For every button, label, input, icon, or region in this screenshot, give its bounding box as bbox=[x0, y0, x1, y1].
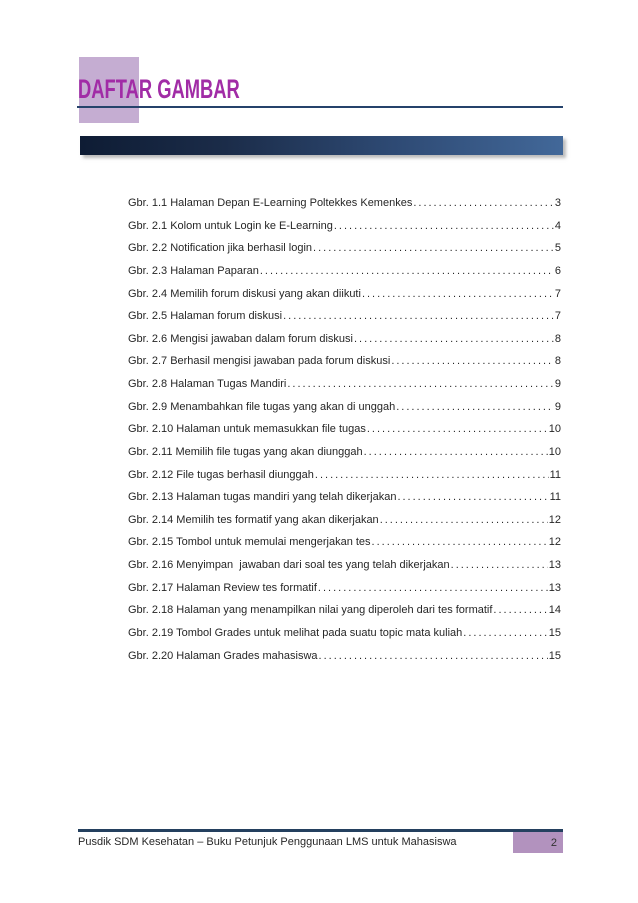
toc-entry-page: 9 bbox=[554, 378, 561, 390]
toc-entry bbox=[128, 577, 561, 600]
toc-dot-leader bbox=[315, 464, 549, 487]
toc-entry-label: Gbr. 2.9 Menambahkan file tugas yang akan di unggah bbox=[128, 400, 396, 413]
toc-entry bbox=[128, 260, 561, 283]
toc-dot-leader bbox=[334, 215, 554, 238]
toc-dot-leader bbox=[364, 441, 548, 464]
toc-entry bbox=[128, 486, 561, 509]
page-number-badge bbox=[513, 832, 563, 853]
toc-entry-page: 12 bbox=[548, 513, 561, 526]
footer-text: Pusdik SDM Kesehatan – Buku Petunjuk Penggunaan LMS untuk Mahasiswa bbox=[78, 836, 457, 848]
title-rule bbox=[77, 106, 563, 108]
toc-entry-page: 11 bbox=[549, 468, 561, 481]
toc-entry-page: 13 bbox=[548, 559, 561, 571]
toc-dot-leader bbox=[287, 373, 554, 396]
figure-list bbox=[128, 192, 561, 667]
toc-dot-leader bbox=[319, 645, 548, 668]
toc-entry-page: 7 bbox=[554, 310, 561, 323]
toc-entry-label: Gbr. 2.4 Memilih forum diskusi yang akan diikuti bbox=[128, 287, 361, 300]
toc-entry-page: 5 bbox=[554, 242, 561, 255]
toc-entry bbox=[128, 283, 561, 306]
toc-entry-page: 13 bbox=[548, 581, 561, 594]
toc-dot-leader bbox=[362, 283, 554, 306]
toc-entry-label: Gbr. 2.2 Notification jika berhasil login bbox=[128, 242, 313, 255]
toc-entry-label: Gbr. 2.18 Halaman yang menampilkan nilai yang diperoleh dari tes formatif bbox=[128, 604, 493, 617]
toc-entry-page: 15 bbox=[548, 649, 561, 662]
toc-entry bbox=[128, 192, 561, 215]
toc-entry-page: 14 bbox=[548, 604, 561, 617]
toc-entry-page: 8 bbox=[554, 355, 561, 368]
page-title: DAFTAR GAMBAR bbox=[78, 74, 240, 104]
toc-dot-leader bbox=[283, 305, 554, 328]
toc-entry-label: Gbr. 2.14 Memilih tes formatif yang akan dikerjakan bbox=[128, 513, 379, 526]
toc-entry-page: 11 bbox=[549, 491, 561, 504]
toc-entry bbox=[128, 305, 561, 328]
toc-entry-page: 15 bbox=[548, 626, 561, 639]
toc-entry bbox=[128, 215, 561, 238]
toc-dot-leader bbox=[313, 237, 554, 260]
toc-entry bbox=[128, 373, 561, 396]
toc-entry-page: 7 bbox=[554, 287, 561, 300]
toc-entry bbox=[128, 328, 561, 351]
toc-dot-leader bbox=[451, 554, 548, 577]
toc-dot-leader bbox=[372, 531, 548, 554]
toc-entry bbox=[128, 350, 561, 373]
toc-entry-label: Gbr. 2.1 Kolom untuk Login ke E-Learning bbox=[128, 219, 333, 232]
toc-entry-label: Gbr. 1.1 Halaman Depan E-Learning Poltekkes Kemenkes bbox=[128, 197, 413, 209]
toc-entry-label: Gbr. 2.6 Mengisi jawaban dalam forum diskusi bbox=[128, 332, 353, 345]
toc-entry-page: 10 bbox=[548, 423, 561, 436]
toc-entry-label: Gbr. 2.16 Menyimpan jawaban dari soal tes yang telah dikerjakan bbox=[128, 559, 450, 571]
toc-entry bbox=[128, 441, 561, 464]
toc-entry bbox=[128, 599, 561, 622]
page-number: 2 bbox=[550, 836, 557, 849]
toc-entry bbox=[128, 554, 561, 577]
toc-entry-label: Gbr. 2.7 Berhasil mengisi jawaban pada forum diskusi bbox=[128, 355, 391, 368]
toc-entry-page: 9 bbox=[554, 400, 561, 413]
toc-entry-label: Gbr. 2.8 Halaman Tugas Mandiri bbox=[128, 378, 287, 390]
toc-dot-leader bbox=[413, 192, 554, 215]
toc-dot-leader bbox=[391, 350, 554, 373]
footer-rule bbox=[78, 829, 563, 832]
toc-dot-leader bbox=[463, 622, 547, 645]
toc-entry-label: Gbr. 2.3 Halaman Paparan bbox=[128, 264, 259, 277]
toc-dot-leader bbox=[318, 577, 548, 600]
toc-entry-page: 8 bbox=[554, 332, 561, 345]
toc-entry bbox=[128, 396, 561, 419]
toc-dot-leader bbox=[397, 486, 548, 509]
toc-entry-label: Gbr. 2.10 Halaman untuk memasukkan file tugas bbox=[128, 423, 366, 436]
toc-entry-label: Gbr. 2.12 File tugas berhasil diunggah bbox=[128, 468, 314, 481]
toc-entry-page: 6 bbox=[554, 264, 561, 277]
toc-dot-leader bbox=[396, 396, 554, 419]
toc-entry bbox=[128, 509, 561, 532]
toc-entry-label: Gbr. 2.15 Tombol untuk memulai mengerjakan tes bbox=[128, 536, 371, 549]
toc-entry-page: 3 bbox=[554, 197, 561, 209]
toc-entry bbox=[128, 418, 561, 441]
toc-dot-leader bbox=[493, 599, 547, 622]
toc-entry-label: Gbr. 2.17 Halaman Review tes formatif bbox=[128, 581, 317, 594]
toc-entry-label: Gbr. 2.20 Halaman Grades mahasiswa bbox=[128, 649, 318, 662]
toc-entry-label: Gbr. 2.19 Tombol Grades untuk melihat pada suatu topic mata kuliah bbox=[128, 626, 463, 639]
toc-dot-leader bbox=[367, 418, 548, 441]
toc-entry-page: 10 bbox=[548, 445, 561, 458]
decorative-gradient-bar bbox=[80, 136, 563, 155]
toc-dot-leader bbox=[354, 328, 554, 351]
toc-entry-label: Gbr. 2.5 Halaman forum diskusi bbox=[128, 310, 283, 323]
toc-entry bbox=[128, 531, 561, 554]
toc-entry bbox=[128, 237, 561, 260]
toc-entry-label: Gbr. 2.13 Halaman tugas mandiri yang telah dikerjakan bbox=[128, 491, 397, 504]
toc-entry bbox=[128, 622, 561, 645]
toc-dot-leader bbox=[260, 260, 554, 283]
toc-entry bbox=[128, 464, 561, 487]
toc-entry-label: Gbr. 2.11 Memilih file tugas yang akan diunggah bbox=[128, 445, 363, 458]
toc-entry-page: 4 bbox=[554, 219, 561, 232]
toc-entry-page: 12 bbox=[548, 536, 561, 549]
toc-dot-leader bbox=[380, 509, 548, 532]
toc-entry bbox=[128, 645, 561, 668]
